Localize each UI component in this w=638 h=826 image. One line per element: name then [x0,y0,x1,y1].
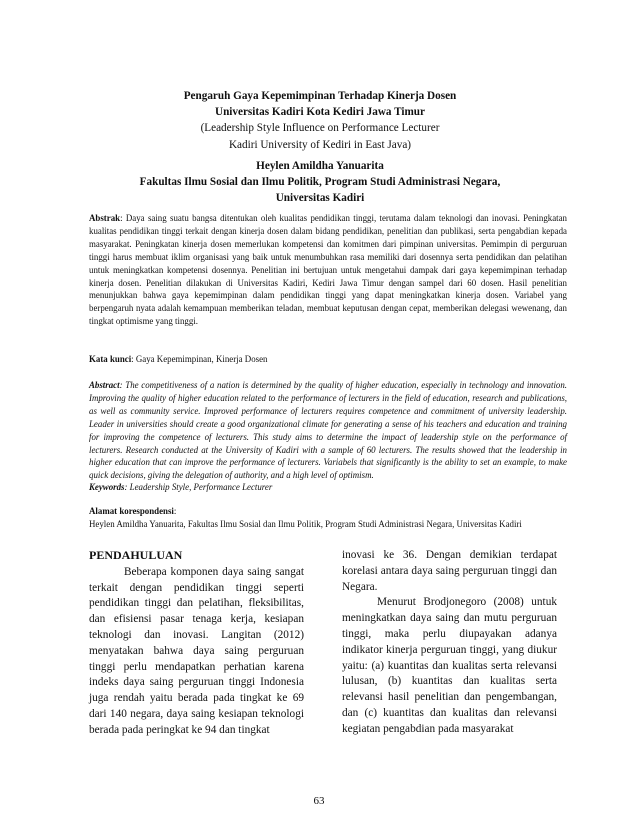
title-block [60,88,580,153]
title-line-3: (Leadership Style Influence on Performance Lecturer [200,122,440,135]
abstract-text: : The competitiveness of a nation is determined by the quality of higher education, especially in technology and innovation. Improving the quality of higher education related to the performance of lecturers in the field of education, research and publications, as well as community service. Improved performance of lecturers requires competence and commitment of university leadership. Leader in universities should create a good organizational climate for generating a sense of his teachers and education and training for improving the competence of lecturers. This study aims to determine the impact of leadership style on the performance of lecturers. Research conducted at the University of Kadiri with a sample of 60 lecturers. The results showed that the leadership in higher education that can improve the performance of lecturers. Variabels that significantly is the ability to set an example, to make quick decisions, giving the delegation of authority, and a high level of optimism. [89,380,567,481]
abstrak-text: : Daya saing suatu bangsa ditentukan oleh kualitas pendidikan tinggi, terutama dalam teknologi dan inovasi. Peningkatan kualitas pendidikan tinggi terkait dengan kinerja dosen dalam bidang pendidikan, penelitian dan publikasi, serta pengabdian kepada masyarakat. Peningkatan kinerja dosen memerlukan kompetensi dan komitmen dari pimpinan universitas. Pemimpin di perguruan tinggi harus membuat iklim organisasi yang baik untuk menumbuhkan rasa memiliki dari dosennya serta pendidikan dan pelatihan untuk meningkatkan kompetensi dosennya. Penelitian ini bertujuan untuk mengetahui dampak dari gaya kepemimpinan terhadap kinerja dosen. Penelitian dilakukan di Universitas Kadiri, Kediri Jawa Timur dengan sampel dari 60 dosen. Hasil penelitian menunjukkan bahwa gaya kepemimpinan dalam pendidikan tinggi yang dapat meningkatkan kinerja dosen. Variabel yang berpengaruh nyata adalah kemampuan memberikan teladan, membuat keputusan dengan cepat, memberikan delegasi wewenang, dan tingkat optimisme yang tinggi. [89,213,567,327]
page-number: 63 [313,795,325,807]
abstrak-paragraph [89,212,567,328]
author-name: Heylen Amildha Yanuarita [256,160,384,172]
body-paragraph-right-1: inovasi ke 36. Dengan demikian terdapat korelasi antara daya saing perguruan tinggi dan Negara. [342,549,557,593]
body-right-column [342,548,557,738]
kata-kunci-paragraph [89,353,567,366]
section-heading: PENDAHULUAN [89,548,183,562]
correspondence-block [89,505,567,531]
correspondence-colon: : [173,506,177,516]
title-line-4: Kadiri University of Kediri in East Java) [228,138,412,151]
title-line-2: Universitas Kadiri Kota Kediri Jawa Timur [215,106,425,119]
title-line-1: Pengaruh Gaya Kepemimpinan Terhadap Kinerja Dosen [183,90,457,102]
correspondence-label: Alamat korespondensi [89,506,174,516]
abstrak-label: Abstrak [89,213,121,223]
abstract-paragraph [89,379,567,482]
body-paragraph-left: Beberapa komponen daya saing sangat terkait dengan pendidikan tinggi seperti pendidikan tinggi dan pelatihan, fleksibilitas, dan efisiensi pasar tenaga kerja, kesiapan teknologi dan inovasi. Langitan (2012) menyatakan bahwa daya saing perguruan tinggi perlu mendapatkan perhatian karena indeks daya saing perguruan tinggi Indonesia juga rendah yaitu berada pada tingkat ke 69 dari 140 negara, daya saing kesiapan teknologi berada pada peringkat ke 94 dan tingkat [89,565,304,736]
body-left-column [89,548,304,739]
author-affiliation-1: Fakultas Ilmu Sosial dan Ilmu Politik, Program Studi Administrasi Negara, [139,176,501,189]
keywords-label: Keywords [89,482,125,492]
author-block [60,158,580,207]
keywords-paragraph [89,481,567,494]
body-paragraph-right-2: Menurut Brodjonegoro (2008) untuk meningkatkan daya saing dan mutu perguruan tinggi, maka perlu diupayakan adanya indikator kinerja perguruan tinggi, yang diukur yaitu: (a) kuantitas dan kualitas serta relevansi lulusan, (b) kuantitas dan kualitas serta relevansi hasil penelitian dan pengembangan, dan (c) kuantitas dan kualitas dan relevansi kegiatan pengabdian pada masyarakat [342,596,557,735]
keywords-text: : Leadership Style, Performance Lecturer [124,482,273,492]
correspondence-label-line [89,505,567,518]
abstract-label: Abstract [89,380,120,390]
correspondence-text: Heylen Amildha Yanuarita, Fakultas Ilmu Sosial dan Ilmu Politik, Program Studi Administrasi Negara, Universitas Kadiri [89,518,522,529]
kata-kunci-text: : Gaya Kepemimpinan, Kinerja Dosen [131,354,268,364]
kata-kunci-label: Kata kunci [89,354,132,364]
author-affiliation-2: Universitas Kadiri [275,192,365,205]
